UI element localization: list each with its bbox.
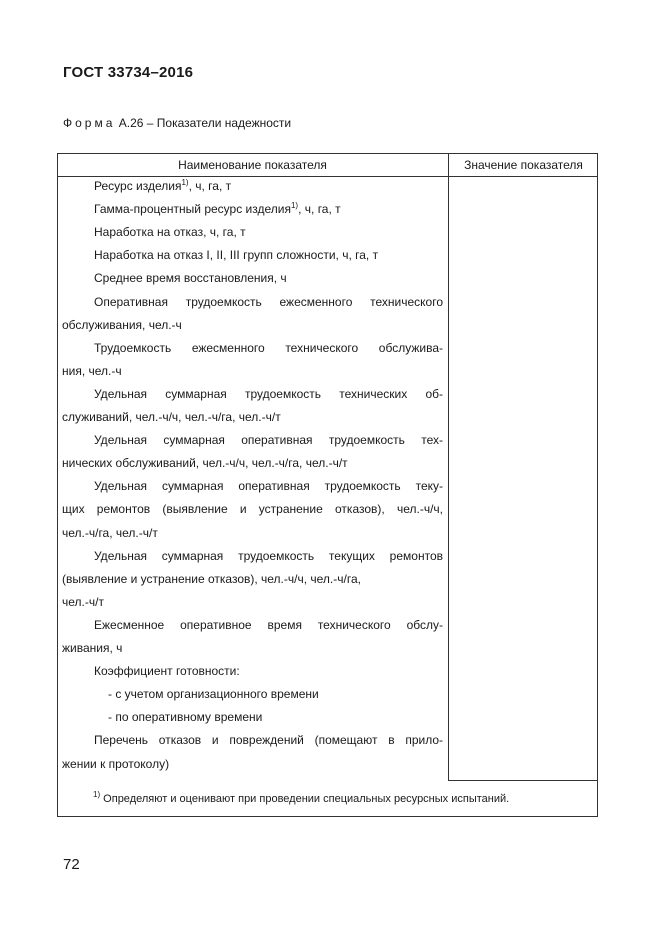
- indicator-text: Ресурс изделия: [94, 179, 182, 193]
- indicator-text: ния, чел.-ч: [62, 363, 122, 378]
- indicator-line: [62, 314, 443, 336]
- indicator-line: [62, 175, 443, 197]
- indicator-text: (выявление и устранение отказов), чел.-ч/ч, чел.-ч/га,: [62, 571, 361, 586]
- indicator-text: - по оперативному времени: [108, 710, 263, 725]
- indicator-units: , ч, га, т: [188, 179, 232, 193]
- standard-header: ГОСТ 33734–2016: [63, 64, 194, 81]
- indicator-text: живания, ч: [62, 641, 123, 655]
- indicator-text: Трудоемкость ежесменного технического обслужива-: [94, 340, 443, 355]
- indicator-line: [62, 683, 443, 705]
- indicator-line: [62, 360, 443, 382]
- indicator-line: [62, 660, 443, 682]
- indicator-line: [62, 753, 443, 775]
- indicator-text: Перечень отказов и повреждений (помещают в прило-: [94, 733, 443, 748]
- form-name: – Показатели надежности: [146, 116, 292, 130]
- indicator-line: [62, 729, 443, 751]
- indicator-text: Наработка на отказ, ч, га, т: [94, 225, 246, 240]
- column-header-value: Значение показателя: [464, 158, 583, 172]
- indicator-text: Среднее время восстановления, ч: [94, 271, 287, 286]
- indicator-text: щих ремонтов (выявление и устранение отказов), чел.-ч/ч,: [62, 502, 443, 517]
- indicator-line: [62, 429, 443, 451]
- form-label: Форма: [63, 116, 116, 130]
- table-footnote: [93, 790, 510, 805]
- footnote-mark: 1): [93, 790, 101, 799]
- indicator-line: [62, 498, 443, 520]
- indicator-line: [62, 637, 443, 659]
- indicator-text: чел.-ч/га, чел.-ч/т: [62, 525, 158, 540]
- indicator-text: Ежесменное оперативное время технического обслу-: [94, 617, 443, 632]
- indicator-line: [62, 267, 443, 289]
- footnote-text: Определяют и оценивают при проведении специальных ресурсных испытаний.: [100, 793, 510, 805]
- indicator-line: [62, 452, 443, 474]
- indicator-text: Удельная суммарная трудоемкость технических об-: [94, 386, 443, 401]
- indicator-line: [62, 522, 443, 544]
- indicator-line: [62, 706, 443, 728]
- indicator-units: , ч, га, т: [298, 202, 341, 217]
- footnote-ref: 1): [181, 178, 189, 187]
- indicator-text: нических обслуживаний, чел.-ч/ч, чел.-ч/га, чел.-ч/т: [62, 456, 348, 471]
- indicator-line: [62, 591, 443, 613]
- indicator-text: обслуживания, чел.-ч: [62, 317, 182, 332]
- column-header-name: Наименование показателя: [178, 158, 327, 172]
- indicator-line: [62, 198, 443, 220]
- form-number: А.26: [118, 116, 144, 130]
- indicator-line: [62, 475, 443, 497]
- indicator-line: [62, 291, 443, 313]
- indicator-text: - с учетом организационного времени: [108, 687, 319, 702]
- indicator-text: Удельная суммарная трудоемкость текущих ремонтов: [94, 548, 443, 563]
- indicator-text: Гамма-процентный ресурс изделия: [94, 202, 291, 217]
- indicator-text: жении к протоколу): [62, 756, 170, 771]
- indicator-line: [62, 383, 443, 405]
- indicator-line: [62, 244, 443, 266]
- indicator-text: Коэффициент готовности:: [94, 664, 240, 679]
- footnote-divider: [448, 780, 598, 781]
- indicator-line: [62, 568, 443, 590]
- indicator-text: Наработка на отказ I, II, III групп сложности, ч, га, т: [94, 248, 379, 263]
- indicator-line: [62, 545, 443, 567]
- indicator-line: [62, 614, 443, 636]
- form-title: [63, 116, 291, 130]
- indicator-line: [62, 337, 443, 359]
- indicator-text: Удельная суммарная оперативная трудоемкость теку-: [94, 479, 443, 494]
- indicator-line: [62, 221, 443, 243]
- indicator-text: чел.-ч/т: [62, 594, 104, 609]
- indicator-line: [62, 406, 443, 428]
- footnote-ref: 1): [290, 201, 299, 211]
- indicator-text: Оперативная трудоемкость ежесменного технического: [94, 294, 443, 309]
- indicator-text: Удельная суммарная оперативная трудоемкость тех-: [94, 433, 443, 448]
- column-divider: [448, 153, 449, 780]
- indicator-text: служиваний, чел.-ч/ч, чел.-ч/га, чел.-ч/т: [62, 410, 281, 424]
- page-number: 72: [63, 856, 80, 873]
